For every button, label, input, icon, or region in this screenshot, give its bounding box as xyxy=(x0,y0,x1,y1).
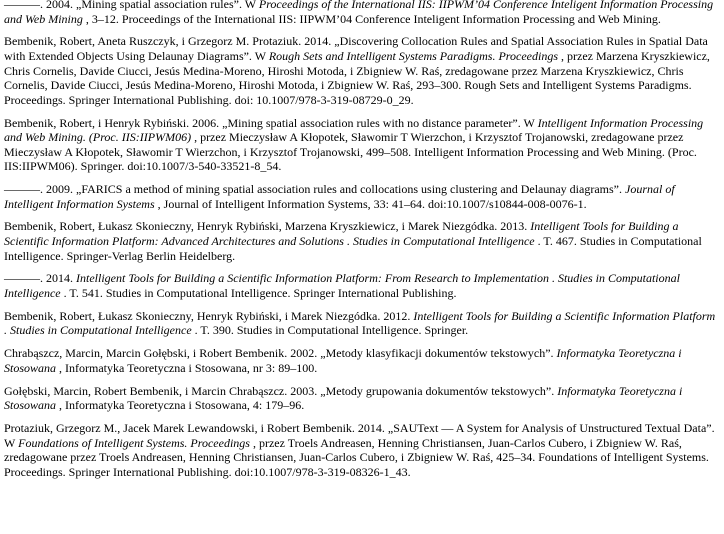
entry-text: Bembenik, Robert, Łukasz Skonieczny, Henryk Rybiński, Marzena Kryszkiewicz, i Marek Niezgódka. 2013. xyxy=(4,219,531,234)
bibliography-entry xyxy=(4,384,720,413)
entry-text: ———. 2004. „Mining spatial association rules”. W xyxy=(4,0,259,11)
entry-title-italic: Intelligent Tools for Building a Scientific Information Platform: Advanced Architectures and Solutions . Studies in Computational Intelligence xyxy=(4,219,679,249)
entry-title-italic: Proceedings of the International IIS: IIPWM’04 Conference Inteligent Information Processing and Web Mining xyxy=(4,0,714,26)
entry-text: , Informatyka Teoretyczna i Stosowana, 4: 179–96. xyxy=(56,398,305,413)
entry-text: Protaziuk, Grzegorz M., Jacek Marek Lewandowski, i Robert Bembenik. 2014. „SAUText — A System for Analysis of Unstructured Textual Data”. W xyxy=(4,420,715,450)
entry-title-italic: Foundations of Intelligent Systems. Proceedings xyxy=(18,435,250,450)
entry-text: , przez Mieczysław A Kłopotek, Sławomir T Wierzchon, i Krzysztof Trojanowski, zredagowane przez Mieczysław A Kłopotek, Sławomir T Wierzchon, i Krzysztof Trojanowski, 499–508. Intelligent Information Processing and Web Mining. (Proc. IIS:IIPWM06). Springer. doi:10.1007/3-540-33521-8_54. xyxy=(4,130,697,174)
bibliography-entry xyxy=(4,309,720,338)
entry-text: Bembenik, Robert, Łukasz Skonieczny, Henryk Rybiński, i Marek Niezgódka. 2012. xyxy=(4,308,414,323)
entry-text: Gołębski, Marcin, Robert Bembenik, i Marcin Chrabąszcz. 2003. „Metody grupowania dokumentów tekstowych”. xyxy=(4,383,558,398)
entry-title-italic: Informatyka Teoretyczna i Stosowana xyxy=(4,346,682,375)
entry-title-italic: Intelligent Information Processing and Web Mining. (Proc. IIS:IIPWM06) xyxy=(4,115,704,145)
entry-text: Bembenik, Robert, i Henryk Rybiński. 2006. „Mining spatial association rules with no distance parameter”. W xyxy=(4,115,538,130)
entry-text: , 3–12. Proceedings of the International IIS: IIPWM’04 Conference Inteligent Information Processing and Web Mining. xyxy=(82,11,661,26)
bibliography-entry xyxy=(4,271,720,300)
entry-text: , przez Marzena Kryszkiewicz, Chris Cornelis, Davide Ciucci, Jesús Medina-Moreno, Hiroshi Motoda, i Zbigniew W. Raś, zredagowane przez Marzena Kryszkiewicz, Chris Cornelis, Davide Ciucci, Jesús Medina-Moreno, Hiroshi Motoda, i Zbigniew W. Raś, 293–300. Rough Sets and Intelligent Systems Paradigms. Proceedings. Springer International Publishing. doi: 10.1007/978-3-319-08729-0_29. xyxy=(4,48,710,107)
bibliography-entry xyxy=(4,182,720,211)
entry-text: Bembenik, Robert, Aneta Ruszczyk, i Grzegorz M. Protaziuk. 2014. „Discovering Collocation Rules and Spatial Association Rules in Spatial Data with Extended Objects Using Delaunay Diagrams”. W xyxy=(4,34,708,63)
entry-title-italic: Intelligent Tools for Building a Scientific Information Platform: From Research to Implementation . Studies in Computational Intelligence xyxy=(4,271,680,301)
entry-text: , Journal of Intelligent Information Systems, 33: 41–64. doi:10.1007/s10844-008-0076-1. xyxy=(154,196,587,211)
bibliography-entry xyxy=(4,116,720,174)
bibliography-entry xyxy=(4,0,720,26)
bibliography-entry xyxy=(4,346,720,375)
bibliography-entry xyxy=(4,219,720,263)
entry-text: ———. 2014. xyxy=(4,271,76,286)
bibliography-list xyxy=(4,0,720,479)
entry-text: , Informatyka Teoretyczna i Stosowana, nr 3: 89–100. xyxy=(56,360,318,375)
entry-text: Chrabąszcz, Marcin, Marcin Gołębski, i Robert Bembenik. 2002. „Metody klasyfikacji dokumentów tekstowych”. xyxy=(4,346,557,361)
entry-text: . T. 390. Studies in Computational Intelligence. Springer. xyxy=(191,323,469,338)
entry-title-italic: Journal of Intelligent Information Systems xyxy=(4,182,675,211)
entry-text: , przez Troels Andreasen, Henning Christiansen, Juan-Carlos Cubero, i Zbigniew W. Raś, zredagowane przez Troels Andreasen, Henning Christiansen, Juan-Carlos Cubero, i Zbigniew W. Raś, 425–34. Foundations of Intelligent Systems. Proceedings. Springer International Publishing. doi:10.1007/978-3-319-08326-1_43. xyxy=(4,435,709,479)
entry-text: . T. 541. Studies in Computational Intelligence. Springer International Publishing. xyxy=(60,286,457,301)
bibliography-entry xyxy=(4,421,720,479)
entry-text: . T. 467. Studies in Computational Intelligence. Springer-Verlag Berlin Heidelberg. xyxy=(4,234,702,263)
entry-text: ———. 2009. „FARICS a method of mining spatial association rules and collocations using clustering and Delaunay diagrams”. xyxy=(4,182,625,197)
bibliography-entry xyxy=(4,34,720,107)
entry-title-italic: Rough Sets and Intelligent Systems Paradigms. Proceedings xyxy=(268,48,559,63)
entry-title-italic: Informatyka Teoretyczna i Stosowana xyxy=(4,383,683,413)
entry-title-italic: Intelligent Tools for Building a Scientific Information Platform . Studies in Computational Intelligence xyxy=(4,308,716,338)
